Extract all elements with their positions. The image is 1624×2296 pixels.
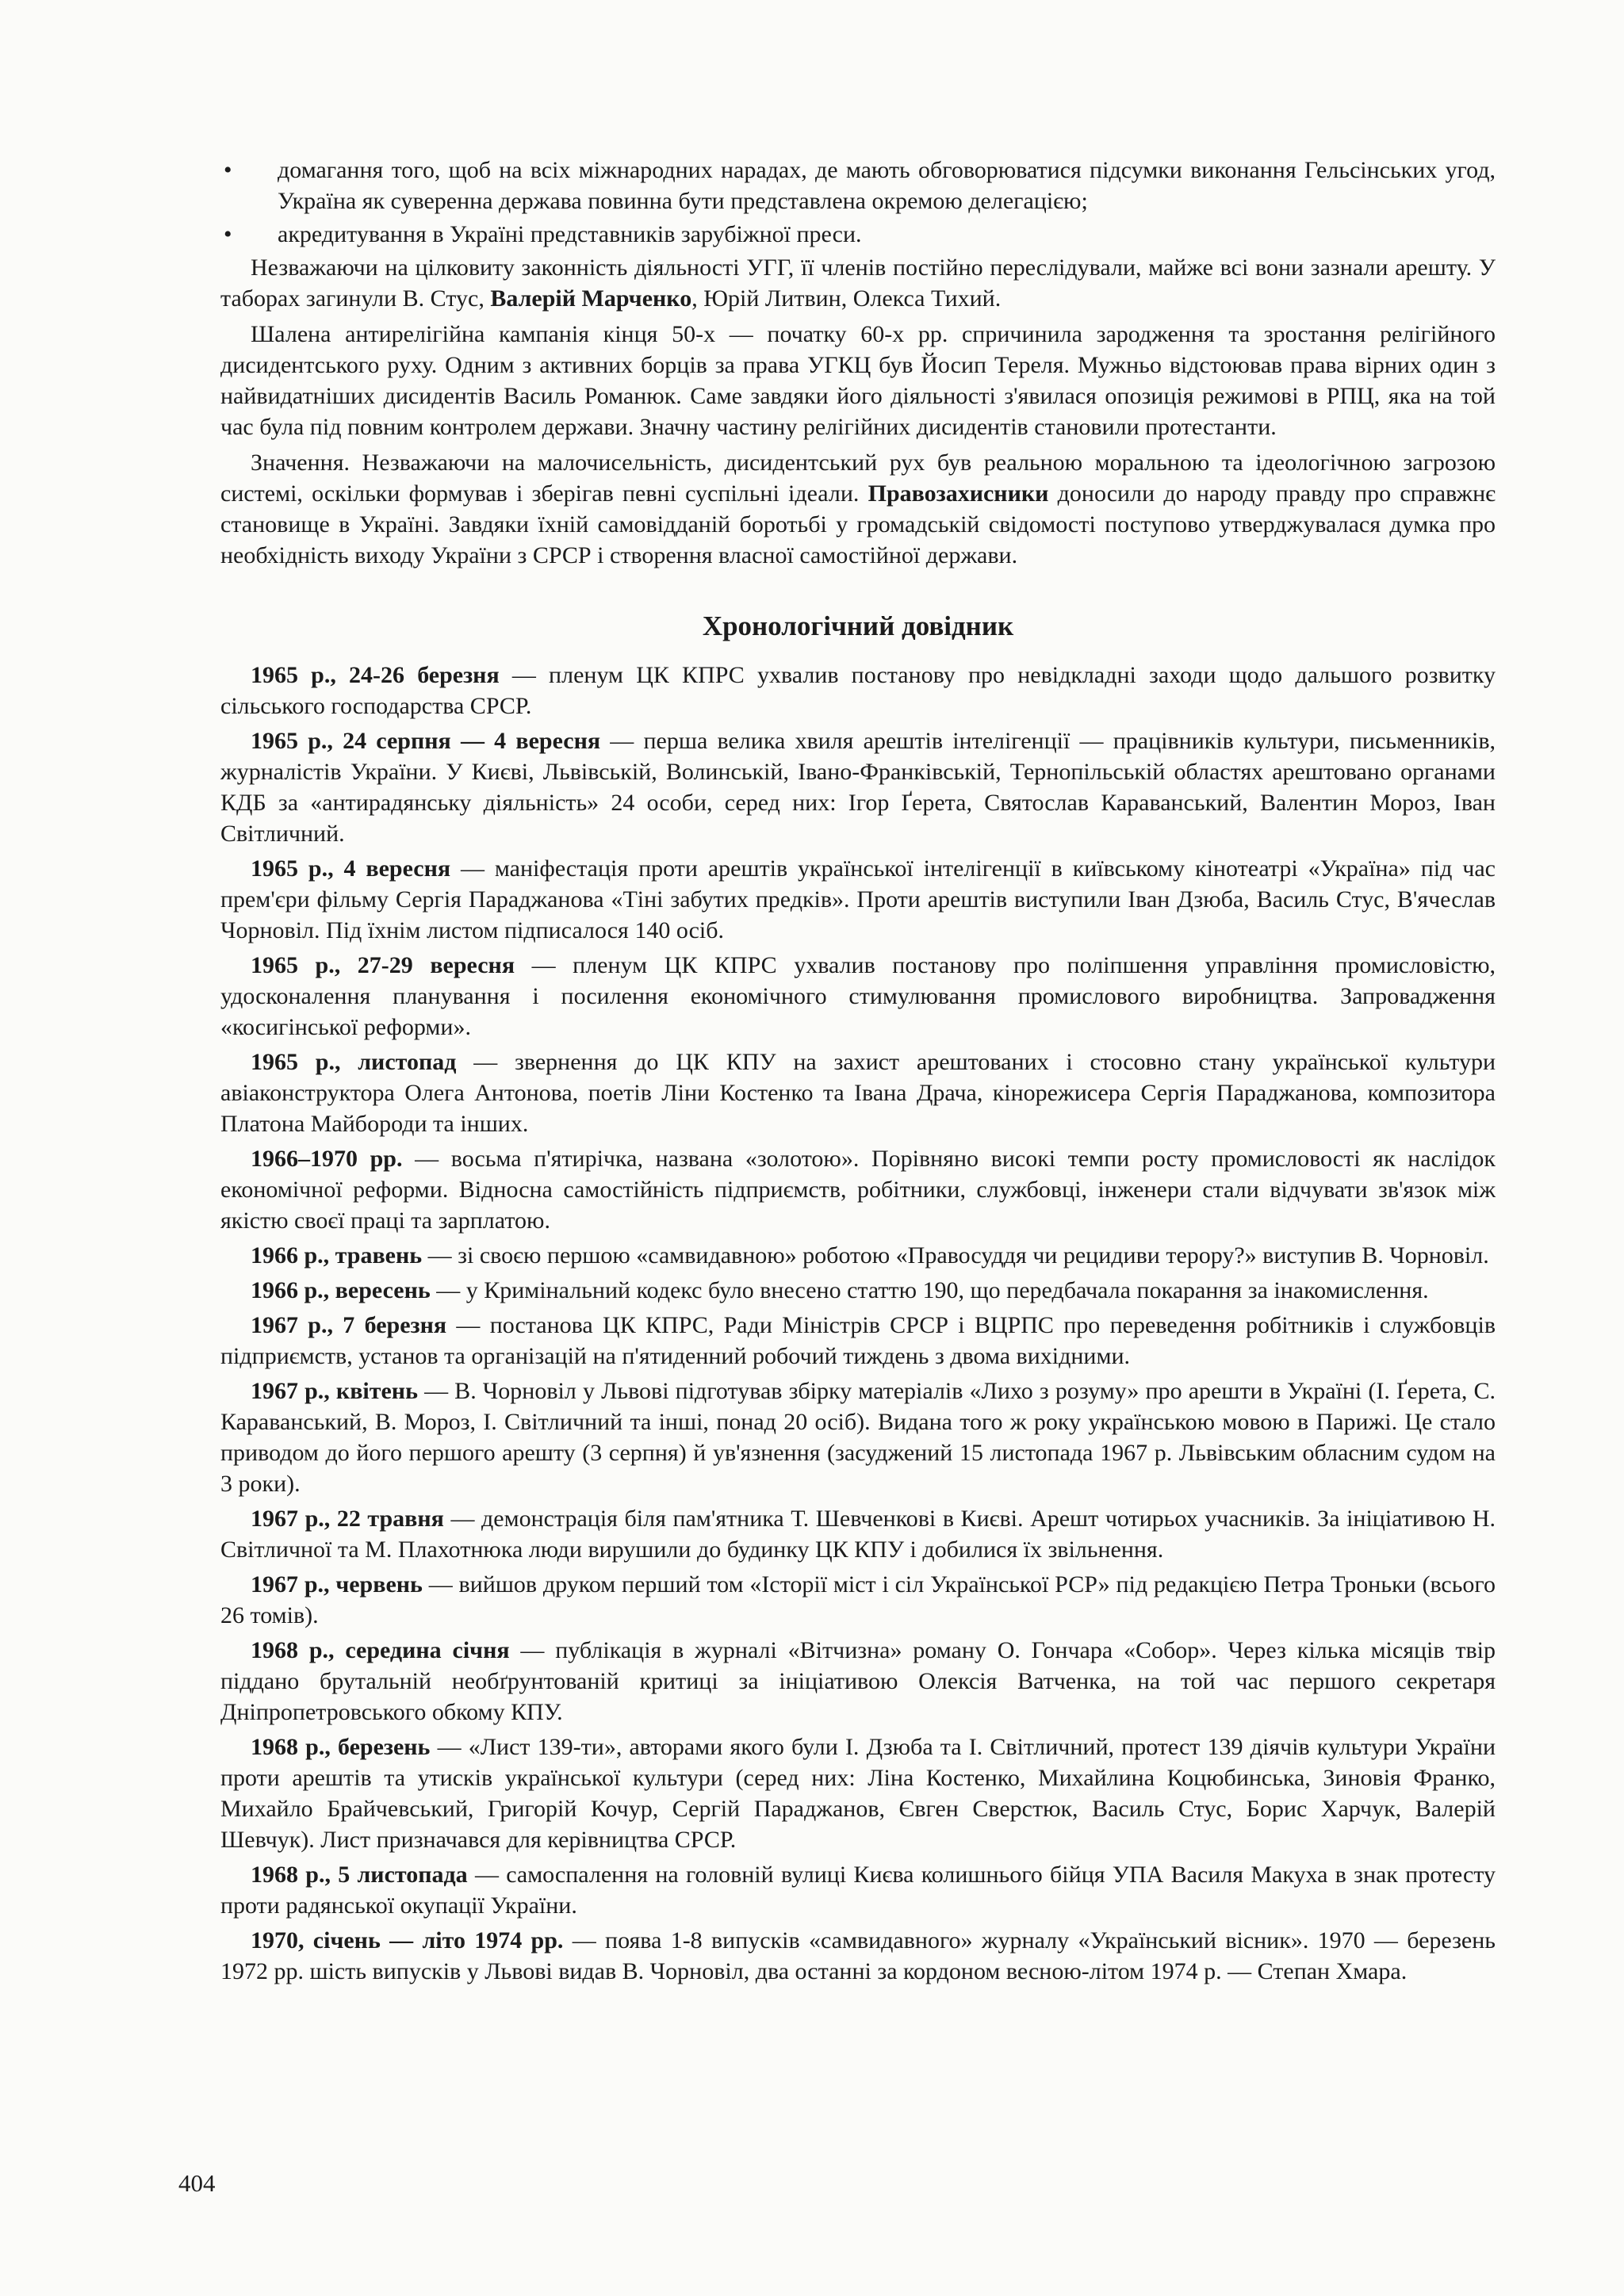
chronology-entry xyxy=(220,1310,1496,1372)
entry-date: 1968 р., березень xyxy=(251,1734,431,1760)
entry-text: — зі своєю першою «самвидавною» роботою «Правосуддя чи рецидиви терору?» виступив В. Чорновіл. xyxy=(422,1242,1489,1269)
entry-text: — вийшов друком перший том «Історії міст і сіл Української РСР» під редакцією Петра Троньки (всього 26 томів). xyxy=(220,1571,1496,1628)
entry-text: — В. Чорновіл у Львові підготував збірку матеріалів «Лихо з розуму» про арешти в Україні (І. Ґерета, С. Караванський, В. Мороз, І. Світличний та інші, понад 20 осіб). Видана того ж року українською мовою в Парижі. Це стало приводом до його першого арешту (3 серпня) й ув'язнення (засуджений 15 листопада 1967 р. Львівським обласним судом на 3 роки). xyxy=(220,1378,1496,1497)
entry-text: — пленум ЦК КПРС ухвалив постанову про поліпшення управління промисловістю, удосконалення планування і посилення економічного стимулювання промислового виробництва. Запровадження «косигінської реформи». xyxy=(220,952,1496,1040)
chronology-entry xyxy=(220,1859,1496,1921)
bullet-icon: • xyxy=(224,157,232,183)
paragraph-religious-dissidents: Шалена антирелігійна кампанія кінця 50-х — початку 60-х рр. спричинила зародження та зростання релігійного дисидентського руху. Одним з активних борців за права УГКЦ був Йосип Тереля. Мужньо відстоював права вірних один з найвидатніших дисидентів Василь Романюк. Саме завдяки його діяльності з'явилася опозиція режимові в РПЦ, яка на той час була під повним контролем держави. Значну частину релігійних дисидентів становили протестанти. xyxy=(220,321,1496,440)
entry-date: 1966–1970 рр. xyxy=(251,1146,403,1172)
chronology-entry xyxy=(220,1143,1496,1236)
entry-date: 1965 р., 24-26 березня xyxy=(251,662,500,688)
chronology-entry xyxy=(220,1925,1496,1987)
page-content xyxy=(220,155,1496,1991)
page-number: 404 xyxy=(178,2169,216,2197)
entry-date: 1965 р., 27-29 вересня xyxy=(251,952,515,978)
chronology-entry xyxy=(220,853,1496,946)
entry-text: — у Кримінальний кодекс було внесено статтю 190, що передбачала покарання за інакомислення. xyxy=(430,1277,1429,1303)
entry-text: — пленум ЦК КПРС ухвалив постанову про невідкладні заходи щодо дальшого розвитку сільського господарства СРСР. xyxy=(220,662,1496,719)
entry-date: 1967 р., квітень xyxy=(251,1378,418,1404)
entry-date: 1968 р., 5 листопада xyxy=(251,1862,468,1888)
entry-date: 1965 р., листопад xyxy=(251,1049,457,1075)
entry-text: — звернення до ЦК КПУ на захист арештованих і стосовно стану української культури авіаконструктора Олега Антонова, поетів Ліни Костенко та Івана Драча, кінорежисера Сергія Параджанова, композитора Платона Майбороди та інших. xyxy=(220,1049,1496,1137)
entry-text: — публікація в журналі «Вітчизна» роману О. Гончара «Собор». Через кілька місяців твір піддано брутальній необґрунтованій критиці за ініціативою Олексія Ватченка, на той час першого секретаря Дніпропетровського обкому КПУ. xyxy=(220,1637,1496,1725)
paragraph-ugg-persecution: Незважаючи на цілковиту законність діяльності УГГ, її членів постійно переслідували, майже всі вони зазнали арешту. У таборах загинули В. Стус, Валерій Марченко, Юрій Литвин, Олекса Тихий. xyxy=(220,254,1496,312)
entry-date: 1967 р., 22 травня xyxy=(251,1506,444,1532)
chronology-entry xyxy=(220,660,1496,721)
entry-text: — постанова ЦК КПРС, Ради Міністрів СРСР і ВЦРПС про переведення робітників і службовців підприємств, установ та організацій на п'ятиденний робочий тиждень з двома вихідними. xyxy=(220,1312,1496,1369)
entry-text: — самоспалення на головній вулиці Києва колишнього бійця УПА Василя Макуха в знак протесту проти радянської окупації України. xyxy=(220,1862,1496,1919)
chronology-list xyxy=(220,660,1496,1987)
bullet-list xyxy=(220,155,1496,250)
entry-text: — маніфестація проти арештів української інтелігенції в київському кінотеатрі «Україна» під час прем'єри фільму Сергія Параджанова «Тіні забутих предків». Проти арештів виступили Іван Дзюба, Василь Стус, В'ячеслав Чорновіл. Під їхнім листом підписалося 140 осіб. xyxy=(220,855,1496,943)
entry-date: 1967 р., червень xyxy=(251,1571,423,1598)
chronology-entry xyxy=(220,1240,1496,1271)
bullet-item xyxy=(220,219,1496,250)
entry-date: 1967 р., 7 березня xyxy=(251,1312,447,1338)
entry-text: — демонстрація біля пам'ятника Т. Шевченкові в Києві. Арешт чотирьох учасників. За ініціативою Н. Світличної та М. Плахотнюка люди вирушили до будинку ЦК КПУ і добилися їх звільнення. xyxy=(220,1506,1496,1563)
chronology-entry xyxy=(220,1376,1496,1499)
entry-text: — поява 1-8 випусків «самвидавного» журналу «Український вісник». 1970 — березень 1972 рр. шість випусків у Львові видав В. Чорновіл, два останні за кордоном весною-літом 1974 р. — Степан Хмара. xyxy=(220,1927,1496,1984)
entry-text: — перша велика хвиля арештів інтелігенції — працівників культури, письменників, журналістів України. У Києві, Львівській, Волинській, Івано-Франківській, Тернопільській областях арештовано органами КДБ за «антирадянську діяльність» 24 особи, серед них: Ігор Ґерета, Святослав Караванський, Валентин Мороз, Іван Світличний. xyxy=(220,728,1496,847)
bullet-item xyxy=(220,155,1496,216)
chronology-entry xyxy=(220,725,1496,849)
entry-text: — восьма п'ятирічка, названа «золотою». Порівняно високі темпи росту промисловості як наслідок економічної реформи. Відносна самостійність підприємств, робітники, службовці, інженери стали відчувати зв'язок між якістю своєї праці та зарплатою. xyxy=(220,1146,1496,1234)
chronology-entry xyxy=(220,1047,1496,1139)
entry-date: 1966 р., травень xyxy=(251,1242,423,1269)
bullet-text: акредитування в Україні представників зарубіжної преси. xyxy=(278,221,862,247)
chronology-entry xyxy=(220,950,1496,1043)
chronology-entry xyxy=(220,1635,1496,1728)
section-title: Хронологічний довідник xyxy=(702,610,1014,641)
chronology-entry xyxy=(220,1503,1496,1565)
chronology-entry xyxy=(220,1732,1496,1855)
entry-date: 1966 р., вересень xyxy=(251,1277,431,1303)
chronology-entry xyxy=(220,1275,1496,1306)
paragraph-significance: Значення. Незважаючи на малочисельність, дисидентський рух був реальною моральною та ідеологічною загрозою системі, оскільки формував і зберігав певні суспільні ідеали. Правозахисники доносили до народу правду про справжнє становище в Україні. Завдяки їхній самовідданій боротьбі у громадській свідомості поступово утверджувалася думка про необхідність виходу України з СРСР і створення власної самостійної держави. xyxy=(220,450,1496,568)
bullet-text: домагання того, щоб на всіх міжнародних нарадах, де мають обговорюватися підсумки виконання Гельсінських угод, Україна як суверенна держава повинна бути представлена окремою делегацією; xyxy=(278,157,1496,214)
chronology-entry xyxy=(220,1569,1496,1631)
bullet-icon: • xyxy=(224,221,232,247)
entry-date: 1968 р., середина січня xyxy=(251,1637,510,1663)
entry-date: 1965 р., 4 вересня xyxy=(251,855,451,882)
entry-text: — «Лист 139-ти», авторами якого були І. Дзюба та І. Світличний, протест 139 діячів культури України проти арештів та утисків української культури (серед них: Ліна Костенко, Михайлина Коцюбинська, Зиновія Франко, Михайло Брайчевський, Григорій Кочур, Сергій Параджанов, Євген Сверстюк, Василь Стус, Борис Харчук, Валерій Шевчук). Лист призначався для керівництва СРСР. xyxy=(220,1734,1496,1853)
entry-date: 1970, січень — літо 1974 рр. xyxy=(251,1927,564,1954)
entry-date: 1965 р., 24 серпня — 4 вересня xyxy=(251,728,601,754)
